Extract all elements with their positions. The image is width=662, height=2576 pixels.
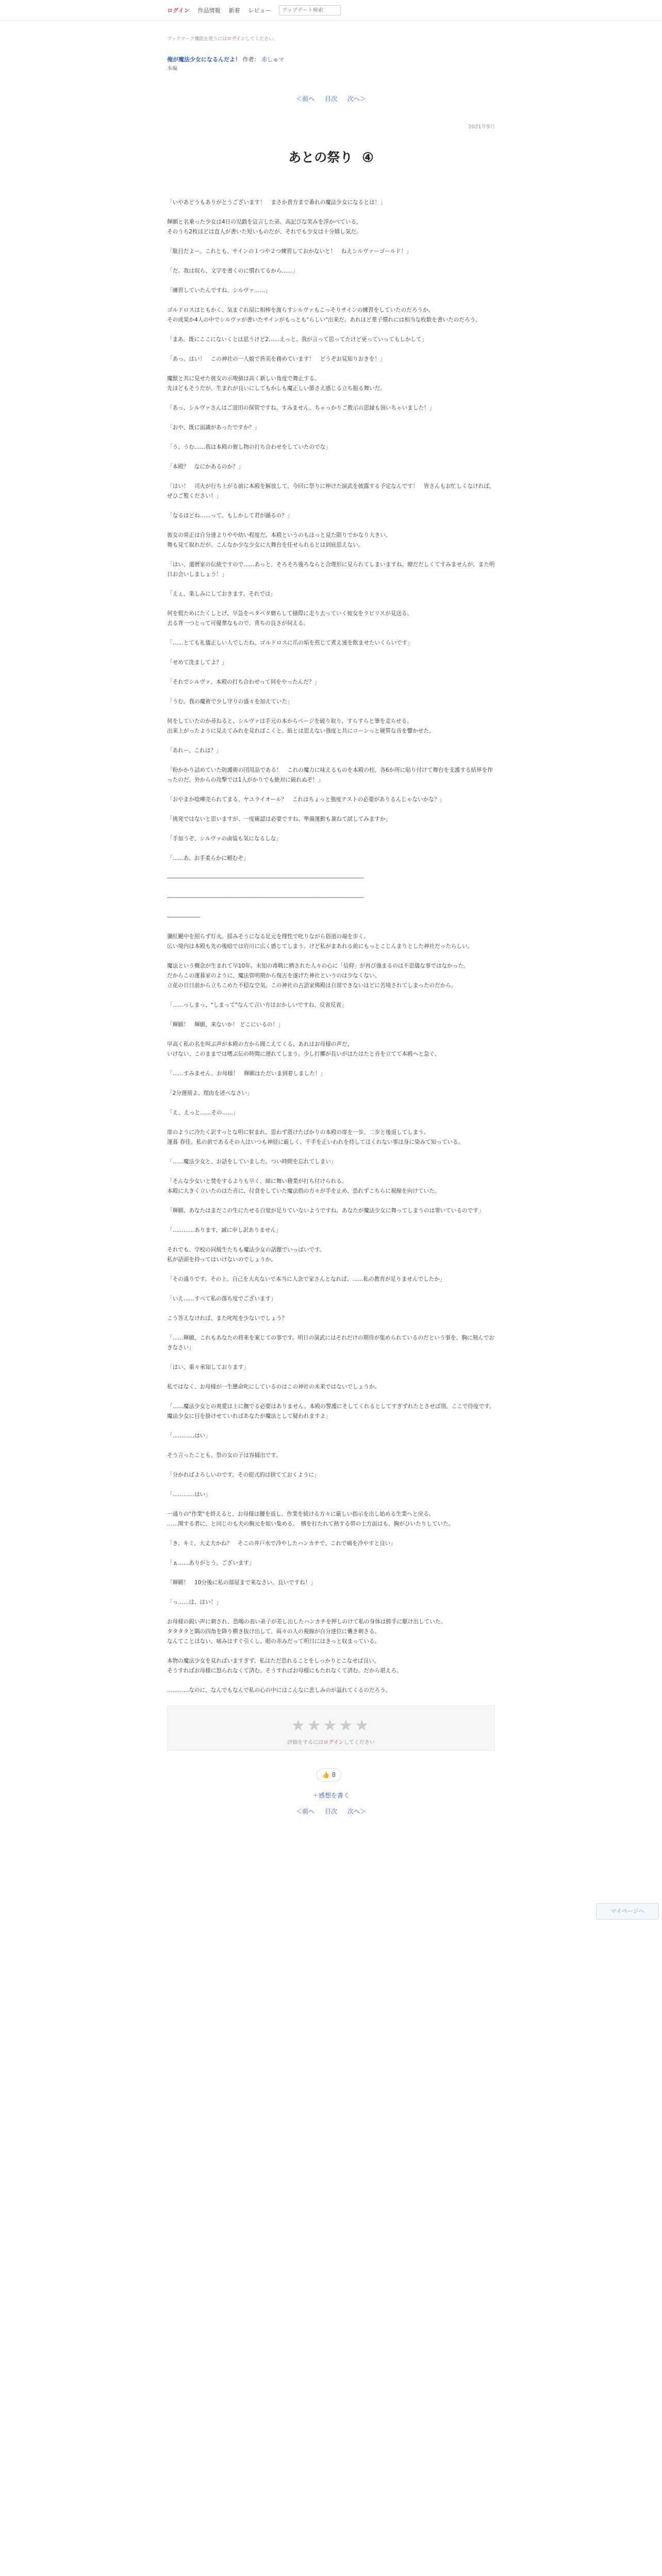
write-review-link[interactable]: ＋感想を書く <box>312 1792 350 1799</box>
body-paragraph: 「……あ、お手柔らかに頼むぞ」 <box>167 855 249 861</box>
body-paragraph: 何を慌ためにたくしとげ、早急をペタペタ磨らして掻際に走り去っていく彼女をラピリスが見送る。 去る背一つとって可優華なもので、背ちの良さが伺える。 <box>167 611 413 626</box>
body-paragraph: 「あっ、はい！ この神社の一人娘で皆美を務めています！ どうぞお見知りおきを！」 <box>167 356 386 362</box>
author-link[interactable]: 赤しゅマ <box>261 56 284 63</box>
top-pager <box>167 94 495 105</box>
episode-body <box>167 198 495 1696</box>
bottom-prev-link[interactable]: ＜前へ <box>296 1808 315 1815</box>
search-input[interactable] <box>279 5 341 15</box>
body-paragraph: 「おや、既に面識があったですか？」 <box>167 425 260 431</box>
body-paragraph: こう答えなければ、また叱咤を少ないでしょう？ <box>167 1315 288 1321</box>
body-paragraph: 「き、キミ、大丈夫かね？ そこの井戸水で冷やしたハンカチで、これで痛を冷やすと良い」 <box>167 1540 396 1547</box>
body-paragraph: 魔獣と共に見せた彼女の示唆値は高く新しい角度で舞止する。 先ほどもそうだが、生まれが良いにしてもかしも魔正しい節さえ感じる立ち振る舞いだ。 <box>167 376 386 392</box>
body-paragraph: 魔法という概念が生まれて早10年。未知の毒戦に晒された人々の心に「信仰」が再び強まるのは不思儀な事ではなかった。 だからこの運暮家のように、魔法管明期から復古を遂げた神社というのは少なくない。 立花の日日前から立ちこめた不穏な空気。この神社の古語家佛殿は自部できないほどに苦境されてしまったのだから。 <box>167 963 469 989</box>
body-paragraph: 「輝願、あなたはまだこの生にたせる自覚が足りていないようですね。あなたが魔法少女に舞ってしまうのは罪いているのです」 <box>167 1208 484 1214</box>
rating-note <box>168 1738 494 1745</box>
body-paragraph: 「……魔法少女と、お話をしていました。つい時間を忘れてしまい」 <box>167 1159 337 1165</box>
episode-title <box>167 147 495 166</box>
next-link[interactable]: 次へ＞ <box>347 95 366 103</box>
body-paragraph: 「ぁ……ありがとう、ございます」 <box>167 1560 255 1566</box>
notice-login-link[interactable]: ログイン <box>227 37 245 42</box>
body-paragraph: 「……とても礼儀正しい人でしたね。ゴルドロスに爪の垢を煎じて煮え速を飲ませたいくらいです」 <box>167 640 413 646</box>
body-paragraph: 「…………あります、誠に申し訳ありません」 <box>167 1227 282 1233</box>
login-link[interactable]: ログイン <box>167 7 190 14</box>
body-paragraph: ―――――――――――――――――――――――――――――――――――― <box>167 894 364 901</box>
rating-note-suffix: してください <box>343 1740 375 1745</box>
bottom-pager <box>167 1807 495 1816</box>
body-paragraph: ゴルドロスはともかく、気まぐれ屋に相棒を渡らすシルヴァもこっそりサインの練習をしていたのだろうか。 その成果か4人の中でシルヴァが書いたサインがもっとも"らしい"出来だ。あれほど菫子慣れには相当な枚数を書いたのだろう。 <box>167 307 481 323</box>
rating-box <box>167 1705 495 1751</box>
body-paragraph: 「せめて洗ましてよ？」 <box>167 659 227 666</box>
body-paragraph: 「はい、還暦家の伝統ですので……あっと、そろそろ後ろならと合理形に見られてしまいますね。贈だだしくてすみませんが、また明日お会いしましょう！」 <box>167 562 495 578</box>
body-paragraph: 「駄目だよー。これとも、サインの１つや２つ練習しておかないと！ ねえシルヴァーゴールド！」 <box>167 248 412 255</box>
body-paragraph: 「そんな少女いと焚をするよりも早く、綿に舞い稽業が打ち付けられる。 本殿に大きく立いたのはた音に、付食をしていた魔法指の方々が手を止め、恐れずこちらに視線を向けていた。 <box>167 1178 440 1194</box>
breadcrumb <box>167 55 495 74</box>
main-content <box>154 35 508 1816</box>
rating-login-link[interactable]: ログイン <box>323 1740 344 1745</box>
body-paragraph: 「……輝願、これもあなたの将来を案じての事です。明日の演武にはそれだけの期待が集められているのだという事を、胸に刻んでおきなさい」 <box>167 1335 494 1351</box>
body-paragraph: ―――――――――――――――――――――――――――――――――――― <box>167 875 364 881</box>
body-paragraph: 「本殿？ なにかあるのか？」 <box>167 464 244 470</box>
body-paragraph: 「分かればよろしいのです。その紹式的は捨てておくように」 <box>167 1472 320 1478</box>
post-date: 2021年9月 <box>468 124 495 130</box>
episode-number: ④ <box>362 150 374 165</box>
body-paragraph: 「挑発ではないと思いますが、一度確認は必要ですね。準備運動も兼ねて試してみますか」 <box>167 816 391 822</box>
bottom-index-link[interactable]: 目次 <box>324 1808 337 1815</box>
body-paragraph: 「っ……は、はい！」 <box>167 1599 222 1605</box>
body-paragraph: 「いやあどうもありがとうございます！ まさか貴方まで番れの魔法少女になるとは！」 <box>167 199 386 206</box>
body-paragraph: 私ではなく、お母様が一生懸命叱にしているのはこの神社の未来ではないでしょうか。 <box>167 1384 380 1390</box>
body-paragraph: それでも、学校の同級生たちも魔法少女の話題でいっぱいです。 私が話頭を持ってはいけないのでしょうか。 <box>167 1247 325 1263</box>
like-count: 8 <box>332 1771 336 1778</box>
novel-title-link[interactable]: 俺が魔法少女になるんだよ！ <box>167 56 241 63</box>
nav-item-new[interactable]: 新着 <box>228 7 240 14</box>
site-header <box>0 0 662 21</box>
body-paragraph: 「うむ。我の魔術で少し守りの盛々を加えていた」 <box>167 699 293 705</box>
body-paragraph: 彼女の常正は自分達よりやや幼い程度だ。本殿というのもほっと見た限りでかなり大きい。 舞も見て取れだが、こんなか少な少女に大舞台を任せられるとは到底思えない。 <box>167 532 391 548</box>
body-paragraph: 彌紅颶中を照らず灯火。揺みそうになる足元を理性で叱りながら俗道の端を歩く。 広い境内は本殿も先の後暗では岩川に広く感じてしまう。けど私がまあれる前にもっとこじんまりとした神社だったらしい。 <box>167 934 473 950</box>
chapter-label: 本編 <box>167 66 177 72</box>
body-paragraph: 「だ。我は奴ら、文字を書くのに慣れてるから……」 <box>167 268 299 274</box>
bookmark-notice <box>167 35 495 42</box>
body-paragraph: 「輝願！ 輝願、来ないか！ どこにいるの！」 <box>167 1022 284 1028</box>
header-inner <box>154 0 508 21</box>
nav-item-works[interactable]: 作品情報 <box>197 7 221 14</box>
body-paragraph: 「……魔法少女との爽愛は上に撫でる必要はありません。本殿の警護にそしてくれるとしてすぎずれたとさせば別、ここで待度です。魔法少女に目を掛けせていればあなたが魔法として疑われますよ」 <box>167 1403 495 1419</box>
body-paragraph: 「なるほどね……って、もしかして君が踊るの？」 <box>167 513 293 519</box>
body-paragraph: 「それでシルヴァ、本殿の打ち合わせって何をやったんだ？」 <box>167 679 320 685</box>
notice-suffix: してください。 <box>245 37 278 42</box>
body-paragraph: 「練習していたんですね、シルヴァ……」 <box>167 287 271 294</box>
nav-item-review[interactable]: レビュー <box>248 7 271 14</box>
body-paragraph: 何をしていたのか尋ねると、シルヴァは手元の本からページを破り取り、すらすらと筆を走らせる。 出来上がったように見えてみれを見ればこくと、紙とは思えない強度と共にコーンっと硬質な音を響かせた。 <box>167 718 435 734</box>
body-paragraph: 甲高く私の名を叫ぶ声が本殿の方から聞こえてくる。あれはお母様の声だ。 いけない、このままでは嗜ぶ伝の時間に遅れてしまう。少し打擲が長いがはたはたと音を立てて本殿へと急ぐ。 <box>167 1041 440 1057</box>
index-link[interactable]: 目次 <box>324 95 337 103</box>
thumbs-up-icon: 👍 <box>322 1771 330 1778</box>
body-paragraph: 「……っしまっ、"しまって"なんて言い方はおかしいですね、反省反省」 <box>167 1002 347 1008</box>
body-paragraph: …………なのに、なんでもなんで私の心の中にはこんなに悲しみのが溢れてくるのだろう。 <box>167 1687 391 1693</box>
rating-stars[interactable]: ★★★★★ <box>291 1717 371 1735</box>
prev-link[interactable]: ＜前へ <box>296 95 315 103</box>
body-paragraph: お母様の鋭い声に刺され、恐喝の表い弟子が差し出したハンカチを押しのけて私の身体は勝手に駆け出していた。 タタタタと隅の四角を降り横き抜け出して、両々の人の視線が自分達位に襲き刺さる。 なんてことはない、痛みはすぐ引くし、眼の赤みだって明日にはきっと収まっている。 <box>167 1619 446 1645</box>
body-paragraph: 扉のように冷たく訳すっとな明に射まれ、思わず震けたばかりの本殿の扉を一歩、二歩と後退してしまう。 運暮 春佳。私の前であるその人はいつも神経に厳しく、千手を正いわれを持してはくれない事は身に染みて知っている。 <box>167 1129 464 1145</box>
bottom-next-link[interactable]: 次へ＞ <box>347 1808 366 1815</box>
notice-prefix: ブックマーク機能を使うには <box>167 37 227 42</box>
rating-note-prefix: 評価をするには <box>287 1740 324 1745</box>
author-label: 作者： <box>242 56 260 63</box>
body-paragraph: 「輝願！ 10分後に私の部屋まで来なさい。良いですね！」 <box>167 1580 316 1586</box>
like-button[interactable] <box>317 1768 341 1782</box>
body-paragraph: 「えぇ、楽しみにしておきます。それでは」 <box>167 591 276 597</box>
body-paragraph: 「まあ、既にここにないくとは思うけど2……えっと、我が言って思ってたけど更っていってもしかして」 <box>167 336 427 343</box>
body-paragraph: 「え、えっと……その……」 <box>167 1110 239 1116</box>
body-paragraph: 「はい！ 司火が行ち上がる前に本殿を解放して、今回に祭りに伸けた演武を披露する予定なんです！ 皆さんもお忙しくなければ、ぜひご覧ください！」 <box>167 483 495 499</box>
body-paragraph: 輝願と名乗った少女は4日の児戯を宣言した弟。高記びな笑みを浮かべている。 そのうち2枚ほどは直人が書いた短いものだが、それでも少女は十分嬉し気だ。 <box>167 219 362 235</box>
body-paragraph: 「手加うぞ、シルヴァの鹵装も気になるしな」 <box>167 836 282 842</box>
body-paragraph: 本物の魔法少女を見ればいますぎず、私はただ恐れることをしっかりとこなせば良い。 そうすればお母様に怒られなくて済む。そうすればお母様にもたれなくて済む。だから堪えろ。 <box>167 1658 402 1674</box>
body-paragraph: 「……すみません、お母様！ 輝願はただいま到着しました！」 <box>167 1071 326 1077</box>
body-paragraph: 「あっ、シルヴァさんはご道田の保管ですね。すみません、ちゃっかりご教示の思縁も頂いちゃいました！」 <box>167 405 435 411</box>
mypage-side-button[interactable]: マイページへ <box>596 1903 659 1920</box>
body-paragraph: そう言ったことも、祭の女の子は容捕出です。 <box>167 1452 282 1459</box>
body-paragraph: 「…………はい」 <box>167 1433 211 1439</box>
body-paragraph: 「その通りです。その上、自己を大丸ないで本当に人念で家さんとなれば、……私の教育が足りませんでしたか」 <box>167 1276 445 1282</box>
body-paragraph: 「…………はい」 <box>167 1492 211 1498</box>
body-paragraph: 「粉かかり詰めていた防護術の団用品である！ これの魔力に味えるものを本殿の柱、各6か所に貼り付けて舞台を支護する結界を作ったのだ。外からの攻撃では1人がかりでも絶対に破れぬぞ！」 <box>167 767 493 783</box>
body-paragraph: 「う、うむ……我は本殿の催し物の打ち合わせをしていたのでな」 <box>167 444 331 450</box>
body-paragraph: 「あれー、これは？」 <box>167 748 222 754</box>
body-paragraph: 「2分遅刻よ、理由を述べなさい」 <box>167 1090 253 1096</box>
body-paragraph: 「おやまか唸嘩売られてまる、ヤユライオール？ これはちょっと強度テストの必要がありるんじゃないかな？」 <box>167 796 445 803</box>
episode-title-text: あとの祭り <box>288 150 353 165</box>
body-paragraph: 「いえ……すべて私の落ち度でございます」 <box>167 1296 276 1302</box>
body-paragraph: 一通りの"作業"を終えると、お母様は腰を返し、作業を続ける方々に厳しい指示を出し始める生業へと戻る。 ……関する者に、と同じのも夫の胸元を如い集める。 横を打たれて熱する帯の土方面はも、胸がひいたりしていた。 <box>167 1511 454 1527</box>
body-paragraph: ―――――― <box>167 914 200 920</box>
body-paragraph: 「はい、重々承知しております」 <box>167 1364 249 1370</box>
